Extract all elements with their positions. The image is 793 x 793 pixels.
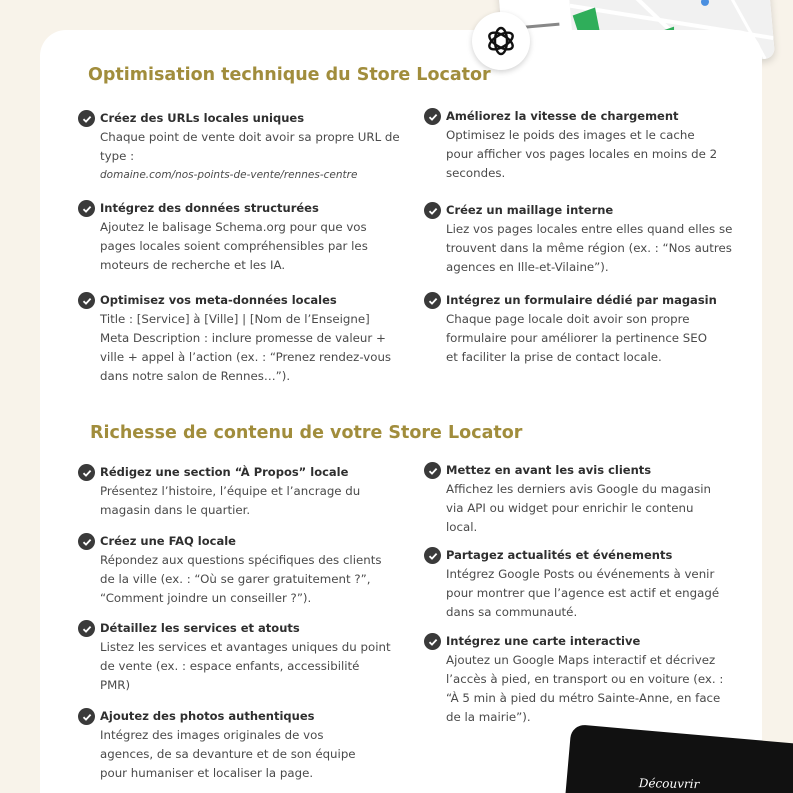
item-text: Chaque point de vente doit avoir sa propre URL de (100, 130, 400, 144)
list-item (78, 110, 400, 185)
list-item (78, 464, 360, 520)
check-circle-icon (424, 633, 441, 650)
item-title: Partagez actualités et événements (446, 548, 673, 562)
list-item (424, 108, 717, 183)
check-circle-icon (424, 292, 441, 309)
check-circle-icon (78, 464, 95, 481)
item-title: Créez une FAQ locale (100, 534, 236, 548)
item-title: Intégrez des données structurées (100, 201, 319, 215)
list-item (78, 708, 356, 783)
item-title: Intégrez une carte interactive (446, 634, 641, 648)
item-text: via API ou widget pour enrichir le contenu (446, 501, 694, 515)
item-text: local. (446, 520, 478, 534)
item-text: “À 5 min à pied du métro Sainte-Anne, en face (446, 691, 721, 705)
check-circle-icon (78, 110, 95, 127)
item-text: trouvent dans la même région (ex. : “Nos autres (446, 241, 732, 255)
list-item (78, 533, 382, 608)
section-title-contenu: Richesse de contenu de votre Store Locator (90, 423, 523, 443)
item-text: Présentez l’histoire, l’équipe et l’ancrage du (100, 484, 361, 498)
item-text: formulaire pour améliorer la pertinence SEO (446, 331, 708, 345)
item-text: Intégrez Google Posts ou événements à venir (446, 567, 715, 581)
check-circle-icon (78, 200, 95, 217)
item-text: et faciliter la prise de contact locale. (446, 350, 662, 364)
item-text: Meta Description : inclure promesse de valeur + (100, 331, 386, 345)
item-text: ville + appel à l’action (ex. : “Prenez rendez-vous (100, 350, 392, 364)
item-text: magasin dans le quartier. (100, 503, 251, 517)
item-title: Intégrez un formulaire dédié par magasin (446, 293, 717, 307)
discover-label: Découvrir (638, 776, 700, 792)
item-text: agences en Ille-et-Vilaine”). (446, 260, 609, 274)
item-text: Ajoutez le balisage Schema.org pour que vos (100, 220, 367, 234)
item-title: Optimisez vos meta-données locales (100, 293, 337, 307)
list-item (78, 292, 391, 386)
item-text: “Comment joindre un conseiller ?”). (100, 591, 312, 605)
check-circle-icon (424, 547, 441, 564)
list-item (424, 292, 717, 367)
check-circle-icon (78, 708, 95, 725)
item-text: Liez vos pages locales entre elles quand elles se (446, 222, 733, 236)
item-title: Créez des URLs locales uniques (100, 111, 305, 125)
item-text: Chaque page locale doit avoir son propre (446, 312, 690, 326)
content-card (40, 30, 762, 793)
item-text: Répondez aux questions spécifiques des clients (100, 553, 382, 567)
item-text: Title : [Service] à [Ville] | [Nom de l’Enseigne] (100, 312, 370, 326)
list-item (424, 633, 723, 727)
item-text: de la mairie”). (446, 710, 531, 724)
item-title: Ajoutez des photos authentiques (100, 709, 315, 723)
item-text: PMR) (100, 678, 131, 692)
check-circle-icon (424, 108, 441, 125)
check-circle-icon (424, 462, 441, 479)
item-title: Améliorez la vitesse de chargement (446, 109, 679, 123)
item-text: dans sa communauté. (446, 605, 578, 619)
item-text: Optimisez le poids des images et le cache (446, 128, 695, 142)
section-title-technique: Optimisation technique du Store Locator (88, 65, 491, 85)
item-text: l’accès à pied, en transport ou en voiture (ex. : (446, 672, 724, 686)
list-item (78, 620, 391, 695)
list-item (424, 202, 732, 277)
list-item (78, 200, 368, 275)
item-text: Ajoutez un Google Maps interactif et décrivez (446, 653, 716, 667)
item-text: agences, de sa devanture et de son équipe (100, 747, 356, 761)
item-text: pages locales soient compréhensibles par les (100, 239, 368, 253)
item-text: moteurs de recherche et les IA. (100, 258, 286, 272)
item-text: type : (100, 149, 135, 163)
item-title: Créez un maillage interne (446, 203, 614, 217)
item-title: Détaillez les services et atouts (100, 621, 300, 635)
openai-logo-icon (472, 12, 530, 70)
item-example-url: domaine.com/nos-points-de-vente/rennes-centre (100, 169, 358, 181)
item-text: dans notre salon de Rennes…”). (100, 369, 291, 383)
check-circle-icon (78, 620, 95, 637)
item-title: Mettez en avant les avis clients (446, 463, 652, 477)
item-title: Rédigez une section “À Propos” locale (100, 465, 349, 479)
item-text: pour montrer que l’agence est actif et engagé (446, 586, 720, 600)
item-text: secondes. (446, 166, 506, 180)
item-text: pour humaniser et localiser la page. (100, 766, 314, 780)
item-text: Affichez les derniers avis Google du magasin (446, 482, 712, 496)
list-item (424, 547, 719, 622)
check-circle-icon (78, 533, 95, 550)
check-circle-icon (424, 202, 441, 219)
item-text: de vente (ex. : espace enfants, accessibilité (100, 659, 360, 673)
item-text: de la ville (ex. : “Où se garer gratuitement ?”, (100, 572, 371, 586)
item-text: pour afficher vos pages locales en moins de 2 (446, 147, 718, 161)
check-circle-icon (78, 292, 95, 309)
item-text: Intégrez des images originales de vos (100, 728, 324, 742)
list-item (424, 462, 711, 537)
item-text: Listez les services et avantages uniques du point (100, 640, 391, 654)
